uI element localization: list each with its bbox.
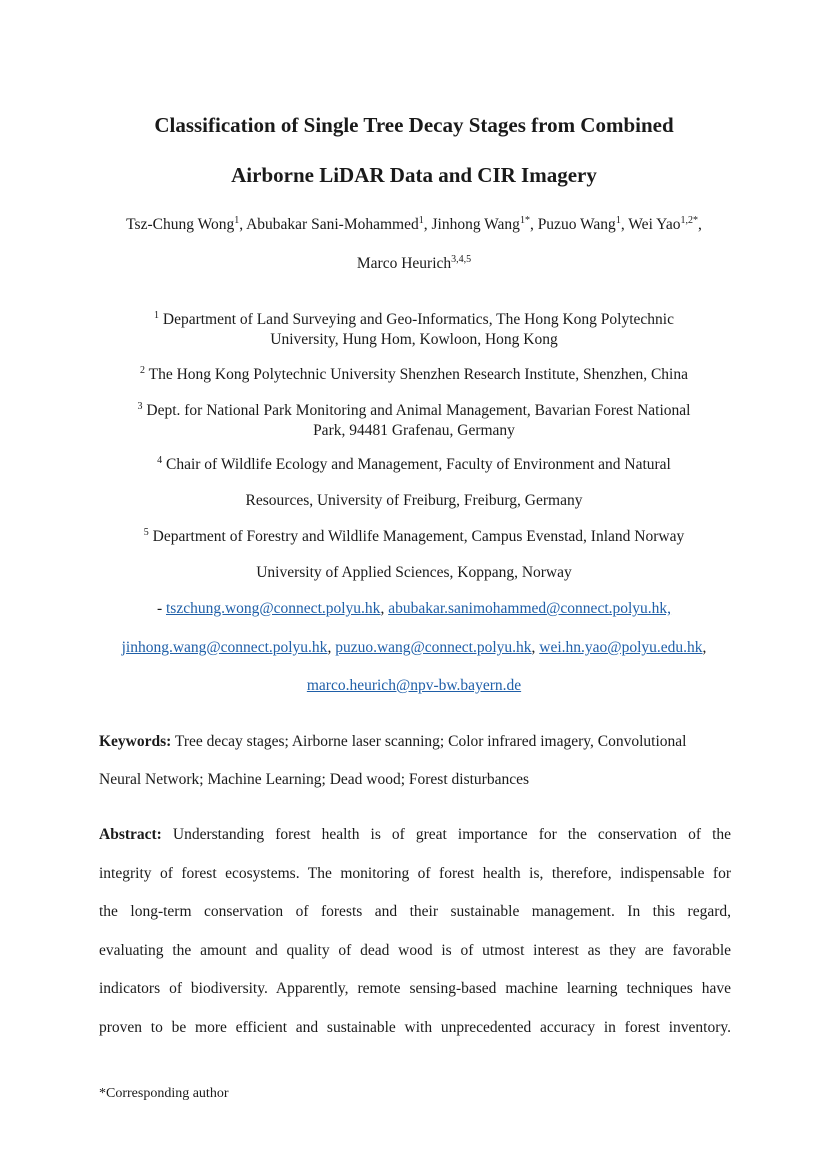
abstract-line: the long-term conservation of forests and their sustainable management. In this regard, [99,903,731,920]
author-list-line-1 [0,216,828,235]
author-affil-mark: 3,4,5 [451,253,472,265]
affiliation-2 [60,365,768,385]
email-link[interactable]: puzuo.wang@connect.polyu.hk [335,639,532,656]
affiliation-number: 5 [143,526,149,538]
email-prefix: - [156,600,166,617]
affiliation-4-line-2: Resources, University of Freiburg, Freiburg, Germany [245,492,583,509]
email-link[interactable]: wei.hn.yao@polyu.edu.hk [539,639,703,656]
abstract-line: proven to be more efficient and sustainable with unprecedented accuracy in forest inventory. [99,1018,731,1036]
email-link[interactable]: abubakar.sanimohammed@connect.polyu.hk, [388,600,672,617]
abstract-text: Understanding forest health is of great importance for the conservation of the [161,826,731,843]
author-name: Tsz-Chung Wong [126,216,235,233]
affiliation-5-line-2: University of Applied Sciences, Koppang, Norway [256,564,572,581]
affiliation-4-line-1 [0,456,828,475]
affiliation-text: University, Hung Hom, Kowloon, Hong Kong [270,331,558,348]
affiliation-text: Dept. for National Park Monitoring and Animal Management, Bavarian Forest National [146,402,691,419]
author-separator: , [529,216,538,233]
affiliation-number: 2 [140,364,145,376]
email-line-2: jinhong.wang@connect.polyu.hk, puzuo.wang@connect.polyu.hk, wei.hn.yao@polyu.edu.hk, [121,639,707,656]
author-affil-mark: 1 [615,214,621,226]
author-separator: , [620,216,629,233]
paper-title-line-1: Classification of Single Tree Decay Stages from Combined [154,113,674,137]
keywords-text: Tree decay stages; Airborne laser scanning; Color infrared imagery, Convolutional Neural Network; Machine Learning; Dead wood; Forest disturbances [99,733,687,788]
author-name: Puzuo Wang [537,216,616,233]
email-link[interactable]: marco.heurich@npv-bw.bayern.de [306,677,522,694]
author-affil-mark: 1 [234,214,240,226]
affiliation-number: 3 [137,400,143,412]
email-line-1: - tszchung.wong@connect.polyu.hk, abubakar.sanimohammed@connect.polyu.hk, [156,600,672,617]
abstract-label: Abstract: [99,826,162,843]
email-line-3 [0,677,828,696]
paper-title-line-2: Airborne LiDAR Data and CIR Imagery [231,163,597,187]
author-name: Marco Heurich [356,255,452,272]
affiliation-text: Department of Land Surveying and Geo-Informatics, The Hong Kong Polytechnic [162,311,674,328]
author-separator: , [423,216,432,233]
affiliation-5-line-1 [0,528,828,547]
author-affil-mark: 1 [418,214,424,226]
affiliation-text: Chair of Wildlife Ecology and Management, Faculty of Environment and Natural [166,456,671,473]
corresponding-author-footnote: *Corresponding author [99,1086,229,1101]
author-name: Abubakar Sani-Mohammed [246,216,419,233]
email-link[interactable]: tszchung.wong@connect.polyu.hk [165,600,381,617]
abstract-line [99,825,731,864]
affiliation-text: The Hong Kong Polytechnic University Shenzhen Research Institute, Shenzhen, China [148,366,688,383]
abstract-line: indicators of biodiversity. Apparently, remote sensing-based machine learning techniques have [99,980,731,997]
keywords-paragraph [99,723,731,798]
affiliation-number: 1 [154,309,160,321]
author-name: Jinhong Wang [431,216,520,233]
affiliation-text: Park, 94481 Grafenau, Germany [313,422,515,439]
abstract-line: evaluating the amount and quality of dead wood is of utmost interest as they are favorable [99,941,731,959]
author-separator: , [239,216,247,233]
author-list-line-2 [0,255,828,274]
affiliation-3 [90,401,738,441]
author-separator: , [697,216,702,233]
author-name: Wei Yao [628,216,681,233]
author-affil-mark: 1* [519,214,530,226]
affiliation-1 [110,310,718,350]
email-link[interactable]: jinhong.wang@connect.polyu.hk [121,639,328,656]
abstract-paragraph [99,825,731,1056]
abstract-line: integrity of forest ecosystems. The monitoring of forest health is, therefore, indispensable for [99,864,731,882]
affiliation-number: 4 [157,454,163,466]
author-affil-mark: 1,2* [680,214,698,226]
keywords-label: Keywords: [99,733,172,750]
affiliation-text: Department of Forestry and Wildlife Management, Campus Evenstad, Inland Norway [152,528,685,545]
